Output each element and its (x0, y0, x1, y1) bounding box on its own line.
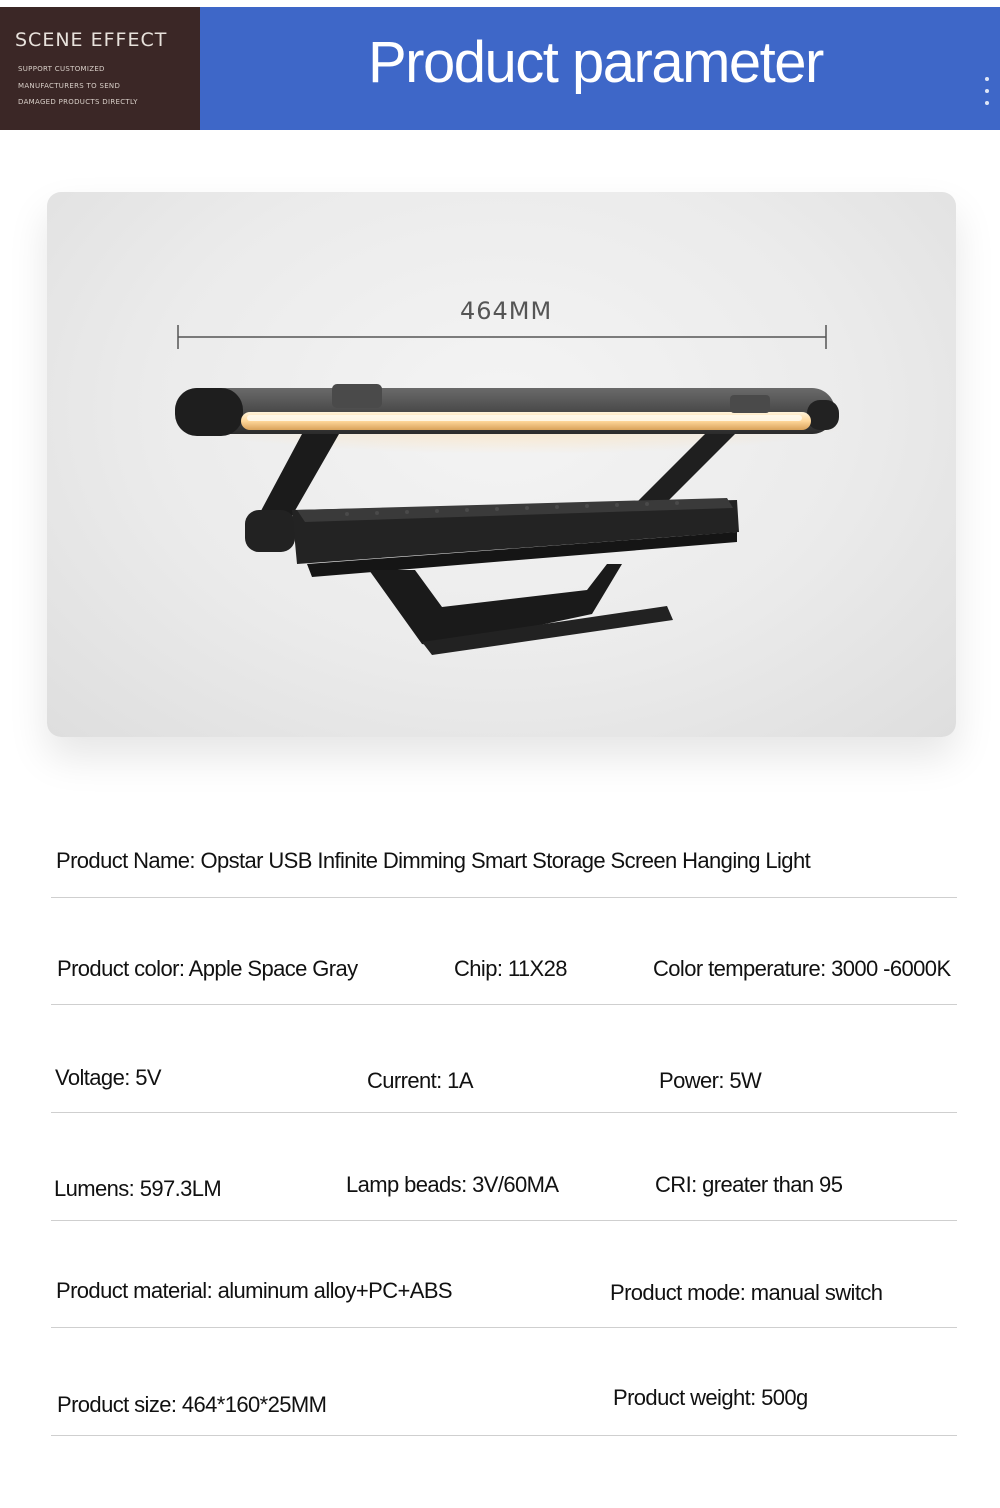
spec-color-temperature: Color temperature: 3000 -6000K (653, 956, 951, 981)
header-banner (0, 7, 1000, 130)
divider (51, 1327, 957, 1328)
spec-current: Current: 1A (367, 1068, 473, 1093)
scene-effect-line: DAMAGED PRODUCTS DIRECTLY (18, 98, 138, 106)
divider (51, 1220, 957, 1221)
spec-product-material: Product material: aluminum alloy+PC+ABS (56, 1278, 453, 1303)
screen-light-illustration (47, 192, 956, 737)
scene-effect-line: MANUFACTURERS TO SEND (18, 82, 121, 90)
divider (51, 1112, 957, 1113)
product-photo (47, 192, 956, 737)
spec-product-mode: Product mode: manual switch (610, 1280, 883, 1305)
spec-product-color: Product color: Apple Space Gray (57, 956, 358, 981)
scene-effect-badge (0, 7, 200, 130)
spec-cri: CRI: greater than 95 (655, 1172, 843, 1197)
divider (51, 1004, 957, 1005)
more-vertical-icon (984, 77, 990, 113)
spec-product-weight: Product weight: 500g (613, 1385, 808, 1410)
title-band (200, 7, 1000, 130)
spec-voltage: Voltage: 5V (55, 1065, 161, 1090)
spec-lumens: Lumens: 597.3LM (54, 1176, 222, 1201)
spec-power: Power: 5W (659, 1068, 762, 1093)
scene-effect-line: SUPPORT CUSTOMIZED (18, 65, 105, 73)
dimension-label: 464MM (460, 297, 553, 325)
scene-effect-title: SCENE EFFECT (15, 29, 168, 51)
spec-product-name: Product Name: Opstar USB Infinite Dimming Smart Storage Screen Hanging Light (56, 848, 811, 873)
spec-lamp-beads: Lamp beads: 3V/60MA (346, 1172, 559, 1197)
divider (51, 1435, 957, 1436)
spec-product-size: Product size: 464*160*25MM (57, 1392, 327, 1417)
divider (51, 897, 957, 898)
page-title: Product parameter (368, 30, 823, 95)
spec-chip: Chip: 11X28 (454, 956, 567, 981)
dimension-line (178, 325, 826, 349)
